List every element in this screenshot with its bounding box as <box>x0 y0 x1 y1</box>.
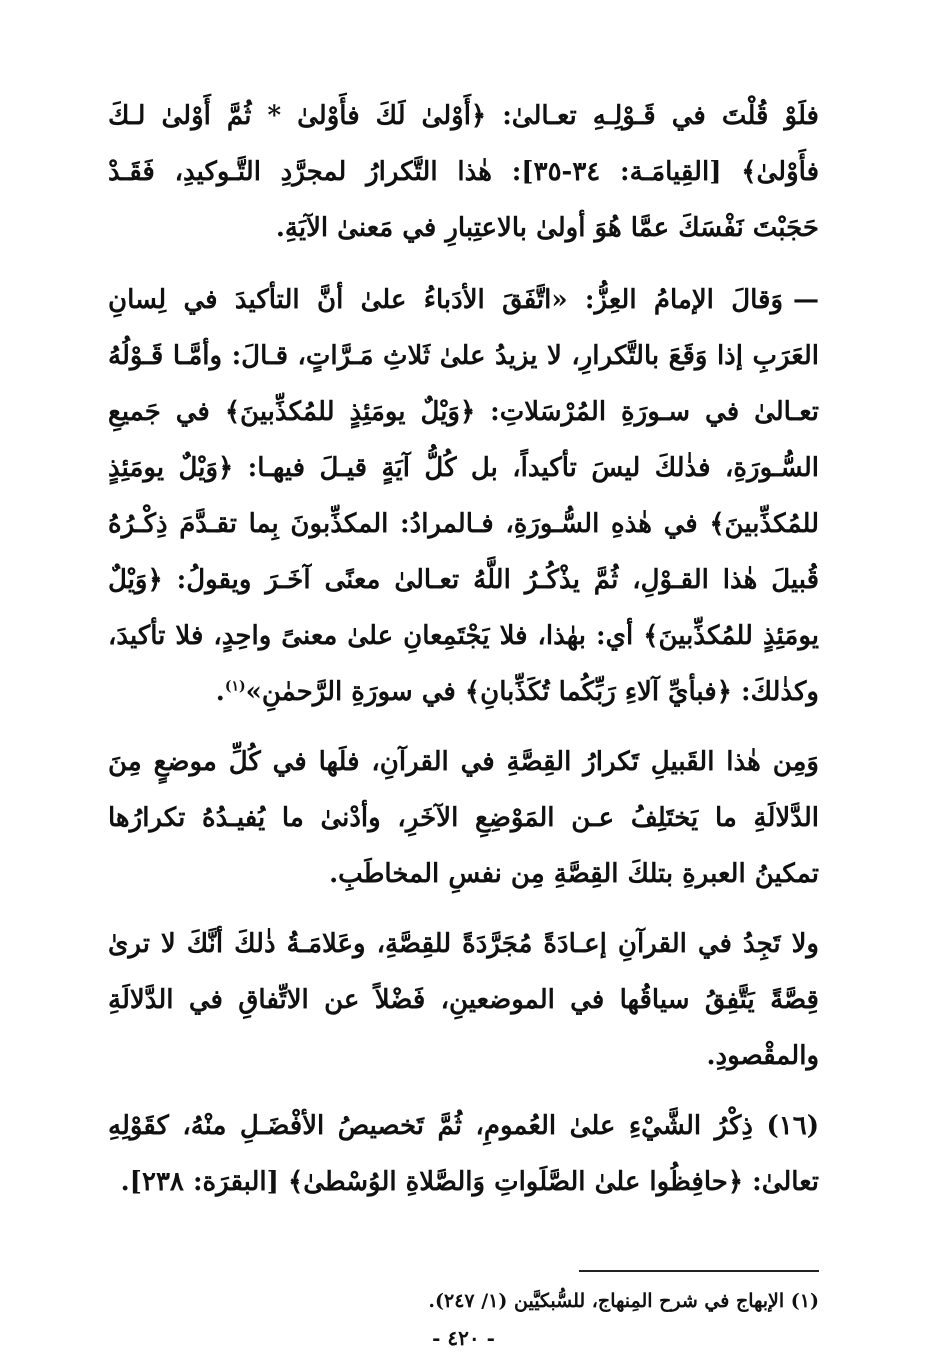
quote-end-period: . <box>215 677 225 707</box>
footnote-divider <box>579 1270 819 1272</box>
paragraph-5-section-16: (١٦) ذِكْرُ الشَّيْءِ علىٰ العُمومِ، ثُمَّ تَخصيصُ الأفْضَـلِ منْهُ، كقَوْلِهِ تعالىٰ: ﴿حافِظُوا علىٰ الصَّلَواتِ وَالصَّلاةِ الوُسْطىٰ﴾ [البقرَة: ٢٣٨]. <box>108 1111 819 1197</box>
paragraph-2-quote <box>108 272 819 720</box>
em-dash: — <box>793 285 819 315</box>
page-number: - ٤٢٠ - <box>432 1326 495 1350</box>
paragraph-3: وَمِن هٰذا القَبيلِ تَكرارُ القِصَّةِ في القرآنِ، فلَها في كُلِّ موضعٍ مِنَ الدَّلالَةِ ما يَختَلِفُ عـن المَوْضِعِ الآخَرِ، وأدْنىٰ ما يُفيـدُهُ تكرارُها تمكينُ العبرةِ بتلكَ القِصَّةِ مِن نفسِ المخاطَبِ. <box>108 747 819 889</box>
paragraph-4: ولا تَجِدُ في القرآنِ إعـادَةً مُجَرَّدَةً للقِصَّةِ، وعَلامَـةُ ذٰلكَ أنَّكَ لا ترىٰ قِصَّةً يَتَّفِقُ سياقُها في الموضعينِ، فَضْلاً عن الاتِّفاقِ في الدَّلالَةِ والمقْصودِ. <box>108 929 819 1071</box>
footnote-1: (١) الإبهاج في شرح المِنهاج، للسُّبكيَّين (١/ ٢٤٧). <box>428 1290 819 1312</box>
footnote-ref-marker: (١) <box>224 678 246 695</box>
paragraph-1: فلَوْ قُلْتَ في قَـوْلِـهِ تعـالىٰ: ﴿أَوْلىٰ لَكَ فأَوْلىٰ * ثُمَّ أَوْلىٰ لـكَ فأَوْلىٰ﴾ [القِيامَـة: ٣٤-٣٥]: هٰذا التَّكرارُ لمجرَّدِ التَّـوكيدِ، فَقَـدْ حَجَبْتَ نَفْسَكَ عمَّا هُوَ أولىٰ بالاعتِبارِ في مَعنىٰ الآيَةِ. <box>108 101 819 243</box>
quote-text: وَقالَ الإمامُ العِزُّ: «اتَّفَقَ الأدَباءُ علىٰ أنَّ التأكيدَ في لِسانِ العَرَبِ إذا وَقَعَ بالتَّكرارِ، لا يزيدُ علىٰ ثَلاثِ مَـرَّاتٍ، قـالَ: وأمَّـا قَـوْلُهُ تعـالىٰ في سـورَةِ المُرْسَلاتِ: ﴿وَيْلٌ يومَئِذٍ للمُكذِّبينَ﴾ في جَميعِ السُّـورَةِ، فذٰلكَ ليسَ تأكيداً، بل كُلُّ آيَةٍ قيـلَ فيهـا: ﴿وَيْلٌ يومَئِذٍ للمُكذِّبينَ﴾ في هٰذهِ السُّـورَةِ، فـالمرادُ: المكذِّبونَ بِما تقـدَّمَ ذِكْـرُهُ قُبيلَ هٰذا القـوْلِ، ثُمَّ يذْكُـرُ اللَّهُ تعـالىٰ معنًى آخَـرَ ويقولُ: ﴿وَيْلٌ يومَئِذٍ للمُكذِّبينَ﴾ أي: بهٰذا، فلا يَجْتَمِعانِ علىٰ معنىً واحِدٍ، فلا تأكيدَ، وكذٰلكَ: ﴿فبأيِّ آلاءِ رَبِّكُما تُكَذِّبانِ﴾ في سورَةِ الرَّحمٰنِ» <box>108 285 819 707</box>
